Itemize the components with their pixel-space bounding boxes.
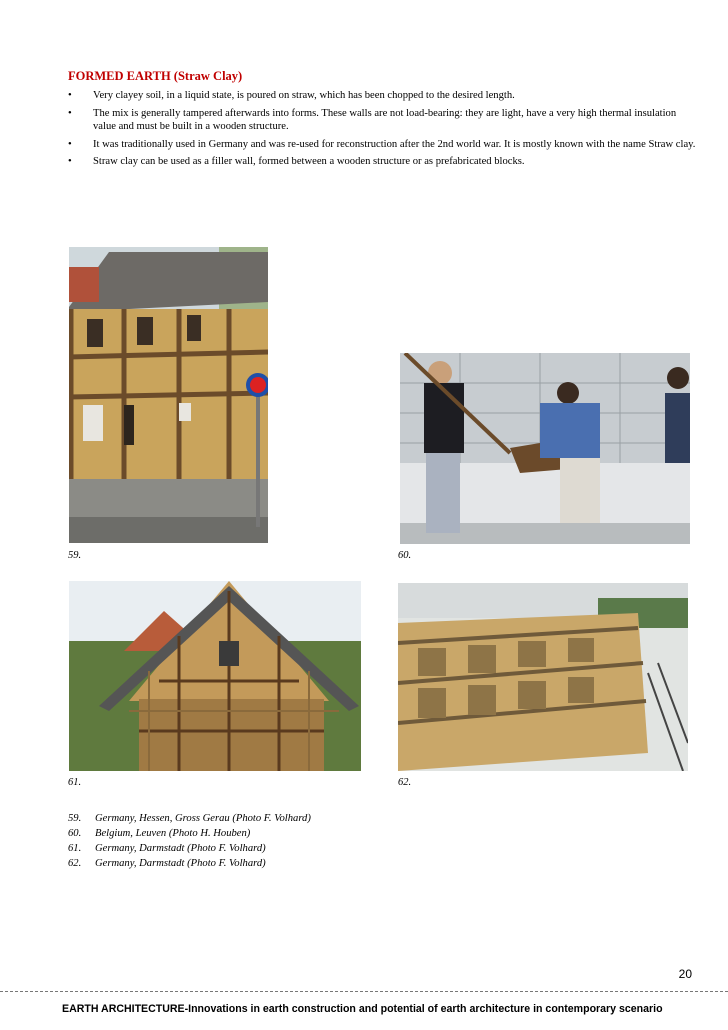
figure-credit-number: 62.: [68, 858, 82, 869]
figure-label-60: 60.: [398, 550, 412, 561]
figure-label-62: 62.: [398, 777, 412, 788]
figure-credit: [68, 856, 311, 871]
bullet-icon: •: [68, 107, 72, 119]
figure-credit-number: 60.: [68, 828, 82, 839]
figure-credit-number: 59.: [68, 813, 82, 824]
photo-59: [69, 247, 268, 543]
photo-60: [400, 353, 690, 544]
figure-label-59: 59.: [68, 550, 82, 561]
figure-label-61: 61.: [68, 777, 82, 788]
bullet-list: [68, 89, 696, 173]
figure-credit-text: Belgium, Leuven (Photo H. Houben): [95, 828, 251, 839]
figure-credit: [68, 811, 311, 826]
figure-credit-text: Germany, Darmstadt (Photo F. Volhard): [95, 858, 266, 869]
figure-credit-text: Germany, Darmstadt (Photo F. Volhard): [95, 843, 266, 854]
figure-credit-text: Germany, Hessen, Gross Gerau (Photo F. Volhard): [95, 813, 311, 824]
bullet-icon: •: [68, 90, 72, 101]
bullet-text: It was traditionally used in Germany and was re-used for reconstruction after the 2nd world war. It is mostly known with the name Straw clay.: [93, 138, 696, 150]
figure-credits-list: [68, 811, 311, 871]
footer-title: EARTH ARCHITECTURE-Innovations in earth construction and potential of earth architecture in contemporary scenario: [62, 1003, 663, 1015]
photo-62: [398, 583, 688, 771]
bullet-text: Straw clay can be used as a filler wall, formed between a wooden structure or as prefabricated blocks.: [93, 156, 525, 168]
bullet-icon: •: [68, 156, 72, 168]
figure-credit: [68, 826, 311, 841]
bullet-text: Very clayey soil, in a liquid state, is poured on straw, which has been chopped to the desired length.: [93, 90, 515, 101]
bullet-icon: •: [68, 138, 72, 150]
photo-61: [69, 581, 361, 771]
bullet-text: The mix is generally tampered afterwards into forms. These walls are not load-bearing: they are light, have a very high thermal insulation value and must be built in a wooden structure.: [93, 107, 677, 133]
page-number: 20: [678, 967, 692, 981]
bullet-item: [68, 155, 696, 169]
bullet-item: [68, 107, 696, 134]
footer-divider: [0, 991, 728, 992]
bullet-item: [68, 89, 696, 103]
bullet-item: [68, 138, 696, 152]
figure-credit-number: 61.: [68, 843, 82, 854]
section-heading: FORMED EARTH (Straw Clay): [68, 69, 243, 83]
figure-credit: [68, 841, 311, 856]
